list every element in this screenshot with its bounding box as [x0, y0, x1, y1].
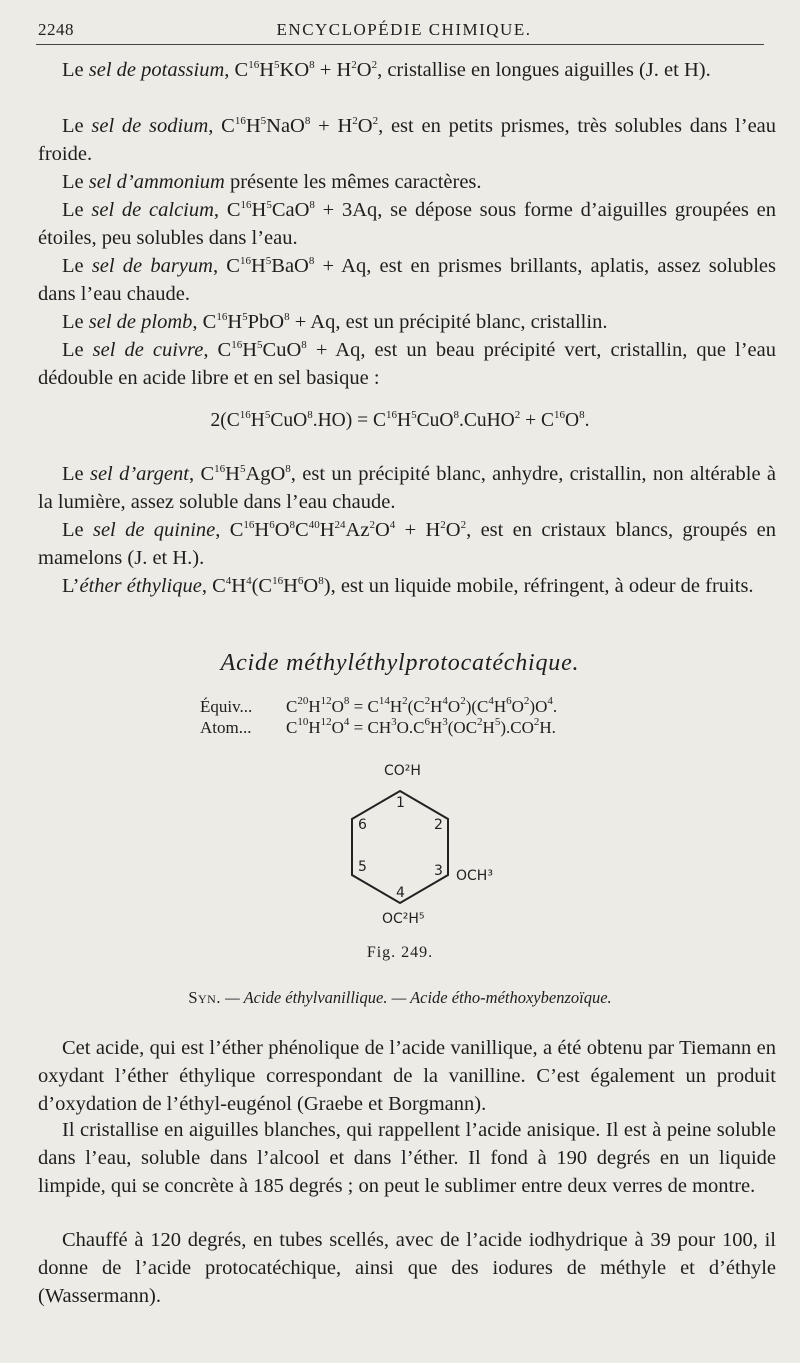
salt-potassium: Le sel de potassium, $C^{16}H^5KO^8 + H^2O^2$, cristallise en longues aiguilles (J. et H).: [62, 59, 711, 81]
group-och3: OCH³: [456, 868, 493, 884]
salt-calcium: Le sel de calcium, $C^{16}H^5CaO^8 + 3Aq$, se dépose sous forme d’aiguilles groupées en étoiles, peu solubles dans l’eau.: [38, 199, 777, 249]
formula-equiv: Équiv... $C^{20}H^{12}O^8 = C^{14}H^2(C^2H^4O^2)(C^4H^6O^2)O^4$.: [200, 695, 558, 716]
section-title: Acide méthyléthylprotocatéchique.: [220, 650, 580, 676]
body-paragraph-2: Il cristallise en aiguilles blanches, qui rappellent l’acide anisique. Il est à peine soluble dans l’eau, soluble dans l’alcool et dans l’éther. Il fond à 190 degrés en un liquide limpide, qui se concrète à 185 degrés ; on peut le sublimer entre deux verres de montre.: [38, 1119, 776, 1197]
formula-atom: Atom... $C^{10}H^{12}O^4 = CH^3O.C^6H^3(OC^2H^5).CO^2H$.: [200, 716, 556, 737]
salt-quinine: Le sel de quinine, $C^{16}H^6O^8C^{40}H^{24}Az^2O^4 + H^2O^2$, est en cristaux blancs, groupés en mamelons (J. et H.).: [38, 519, 777, 569]
salt-argent: Le sel d’argent, $C^{16}H^5AgO^8$, est un précipité blanc, anhydre, cristallin, non altérable à la lumière, assez soluble dans l’eau chaude.: [38, 463, 776, 513]
position-1: 1: [396, 795, 405, 811]
position-4: 4: [396, 885, 405, 901]
body-paragraph-3: Chauffé à 120 degrés, en tubes scellés, avec de l’acide iodhydrique à 39 pour 100, il donne de l’acide protocatéchique, ainsi que des iodures de méthyle et d’éthyle (Wassermann).: [38, 1229, 776, 1307]
position-3: 3: [434, 863, 443, 879]
running-title: ENCYCLOPÉDIE CHIMIQUE.: [276, 20, 532, 39]
group-co2h: CO²H: [384, 763, 421, 779]
position-6: 6: [358, 817, 367, 833]
group-oc2h5: OC²H⁵: [382, 911, 425, 927]
copper-equation: $2(C^{16}H^5CuO^8.HO)$ = $C^{16}H^5CuO^8.CuHO^2 + C^{16}O^8$.: [210, 409, 590, 431]
salt-sodium: Le sel de sodium, $C^{16}H^5NaO^8 + H^2O^2$, est en petits prismes, très solubles dans l’eau froide.: [38, 115, 777, 165]
page-number: 2248: [38, 20, 74, 39]
header-rule: [36, 44, 764, 45]
position-5: 5: [358, 859, 367, 875]
figure-caption: Fig. 249.: [366, 944, 434, 961]
body-paragraph-1: Cet acide, qui est l’éther phénolique de l’acide vanillique, a été obtenu par Tiemann en oxydant l’éther éthylique correspondant de la vanilline. C’est également un produit d’oxydation de l’éthyl-eugénol (Graebe et Borgmann).: [38, 1037, 776, 1115]
ether-ethylique: L’éther éthylique, $C^4H^4(C^{16}H^6O^8)$, est un liquide mobile, réfringent, à odeur de fruits.: [62, 575, 754, 597]
salt-ammonium: Le sel d’ammonium présente les mêmes caractères.: [62, 171, 482, 193]
salt-cuivre: Le sel de cuivre, $C^{16}H^5CuO^8 + Aq$, est un beau précipité vert, cristallin, que l’eau dédouble en acide libre et en sel basique :: [38, 339, 776, 389]
benzene-ring-diagram: [300, 757, 500, 937]
salt-plomb: Le sel de plomb, $C^{16}H^5PbO^8 + Aq$, est un précipité blanc, cristallin.: [62, 311, 608, 333]
salt-baryum: Le sel de baryum, $C^{16}H^5BaO^8 + Aq$, est en prismes brillants, aplatis, assez solubles dans l’eau chaude.: [38, 255, 776, 305]
synonyms-line: Syn. — Acide éthylvanillique. — Acide étho-méthoxybenzoïque.: [188, 988, 612, 1007]
position-2: 2: [434, 817, 443, 833]
page-header: [38, 20, 770, 46]
